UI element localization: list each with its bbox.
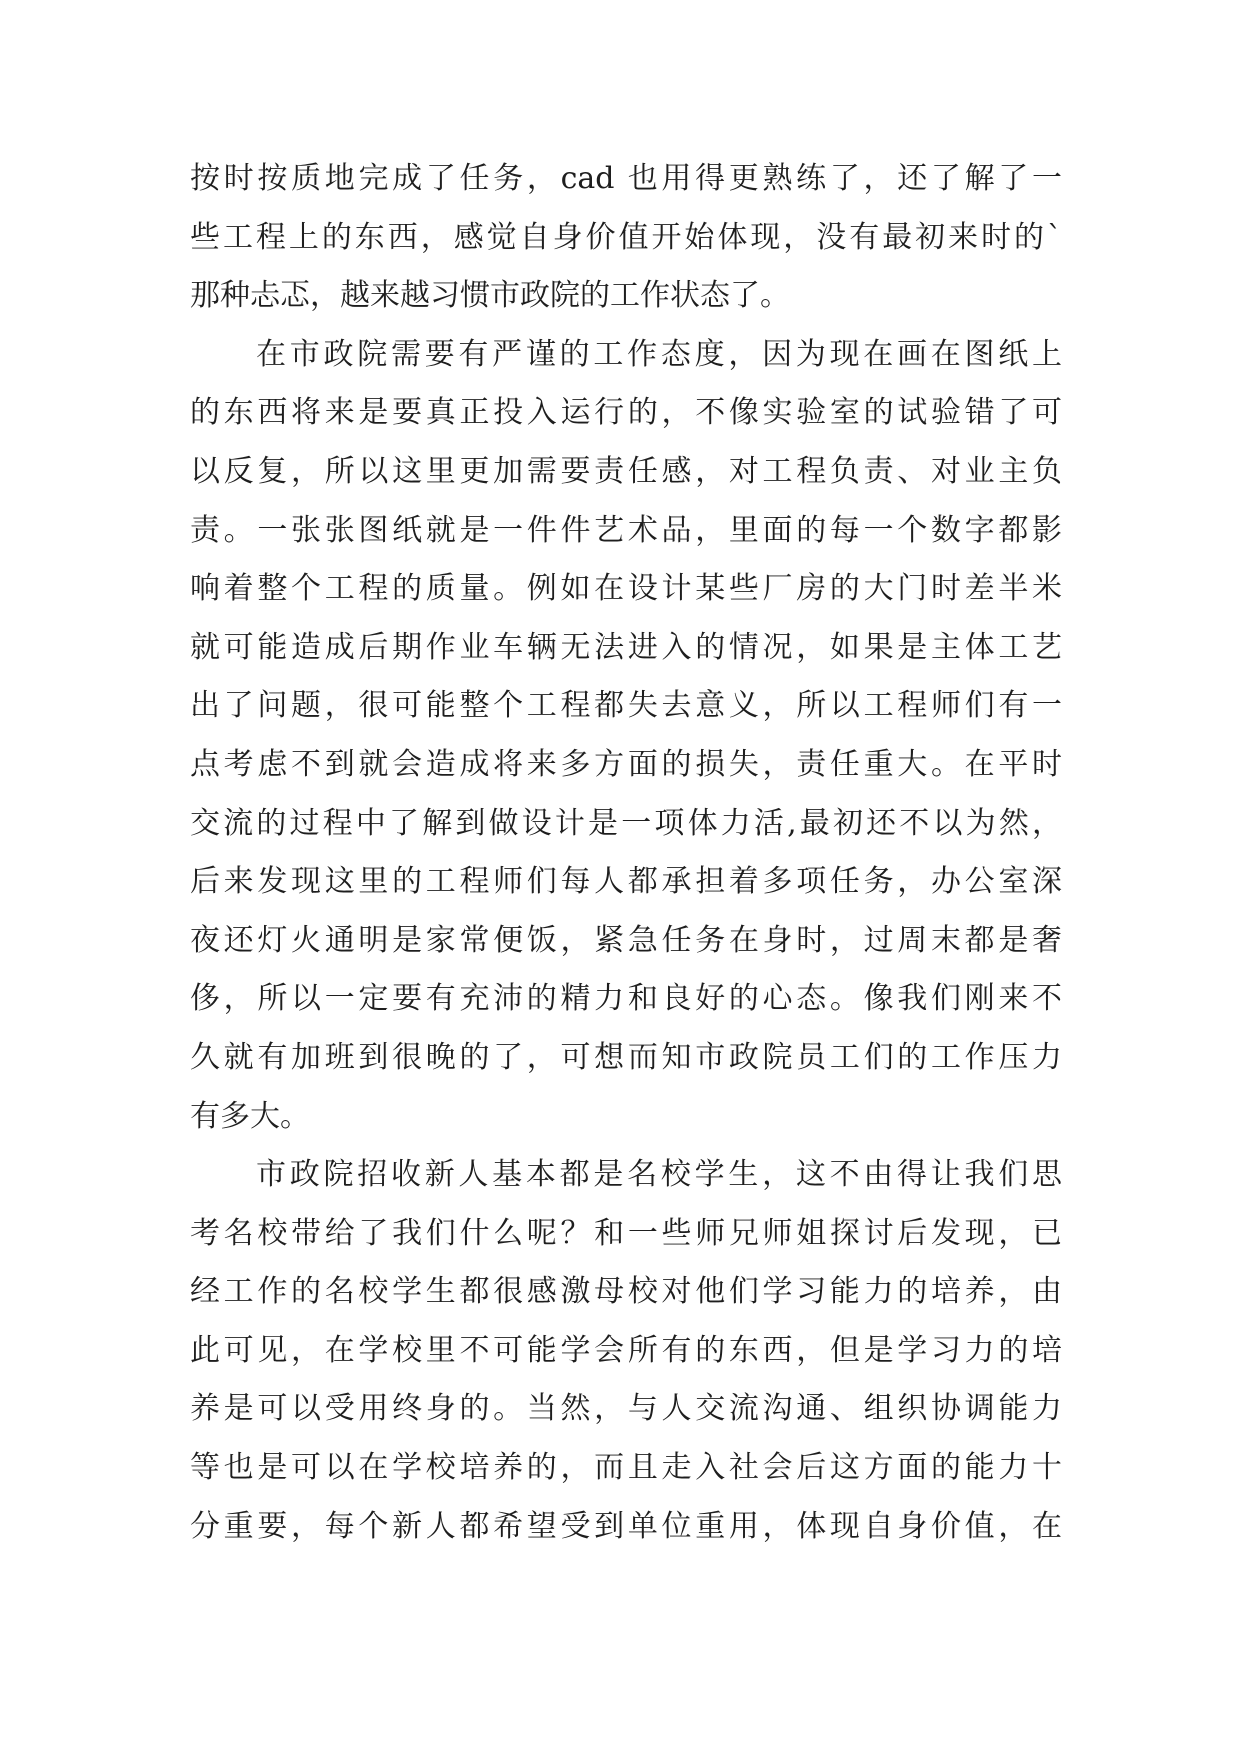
text-line: 在市政院需要有严谨的工作态度，因为现在画在图纸上 xyxy=(256,336,1062,372)
text-line: 责。一张张图纸就是一件件艺术品，里面的每一个数字都影 xyxy=(190,512,1062,548)
text-line: 久就有加班到很晚的了，可想而知市政院员工们的工作压力 xyxy=(190,1039,1062,1075)
text-line: 有多大。 xyxy=(190,1098,310,1134)
paragraph-3 xyxy=(190,1146,1062,1556)
text-line: 点考虑不到就会造成将来多方面的损失，责任重大。在平时 xyxy=(190,746,1062,782)
text-line: 考名校带给了我们什么呢？和一些师兄师姐探讨后发现，已 xyxy=(190,1215,1062,1251)
text-line: 养是可以受用终身的。当然，与人交流沟通、组织协调能力 xyxy=(190,1391,1062,1427)
text-line: 以反复，所以这里更加需要责任感，对工程负责、对业主负 xyxy=(190,453,1062,489)
text-line: 分重要，每个新人都希望受到单位重用，体现自身价值，在 xyxy=(190,1508,1062,1544)
text-line: 交流的过程中了解到做设计是一项体力活,最初还不以为然， xyxy=(190,805,1062,841)
text-line: 响着整个工程的质量。例如在设计某些厂房的大门时差半米 xyxy=(190,571,1062,607)
text-line: 夜还灯火通明是家常便饭，紧急任务在身时，过周末都是奢 xyxy=(190,922,1062,958)
text-line: 市政院招收新人基本都是名校学生，这不由得让我们思 xyxy=(256,1157,1062,1193)
text-line: 侈，所以一定要有充沛的精力和良好的心态。像我们刚来不 xyxy=(190,981,1062,1017)
text-line: 按时按质地完成了任务，cad 也用得更熟练了，还了解了一 xyxy=(190,161,1062,196)
text-line: 此可见，在学校里不可能学会所有的东西，但是学习力的培 xyxy=(190,1332,1062,1368)
text-line: 等也是可以在学校培养的，而且走入社会后这方面的能力十 xyxy=(190,1450,1062,1486)
paragraph-2 xyxy=(190,326,1062,1146)
paragraph-1 xyxy=(190,150,1062,326)
text-line: 那种忐忑，越来越习惯市政院的工作状态了。 xyxy=(190,278,790,314)
document-page xyxy=(190,150,1062,1556)
text-line: 就可能造成后期作业车辆无法进入的情况，如果是主体工艺 xyxy=(190,629,1062,665)
text-line: 些工程上的东西，感觉自身价值开始体现，没有最初来时的` xyxy=(190,219,1062,255)
text-line: 出了问题，很可能整个工程都失去意义，所以工程师们有一 xyxy=(190,688,1062,724)
text-line: 后来发现这里的工程师们每人都承担着多项任务，办公室深 xyxy=(190,864,1062,900)
text-line: 经工作的名校学生都很感激母校对他们学习能力的培养，由 xyxy=(190,1274,1062,1310)
text-line: 的东西将来是要真正投入运行的，不像实验室的试验错了可 xyxy=(190,395,1062,431)
